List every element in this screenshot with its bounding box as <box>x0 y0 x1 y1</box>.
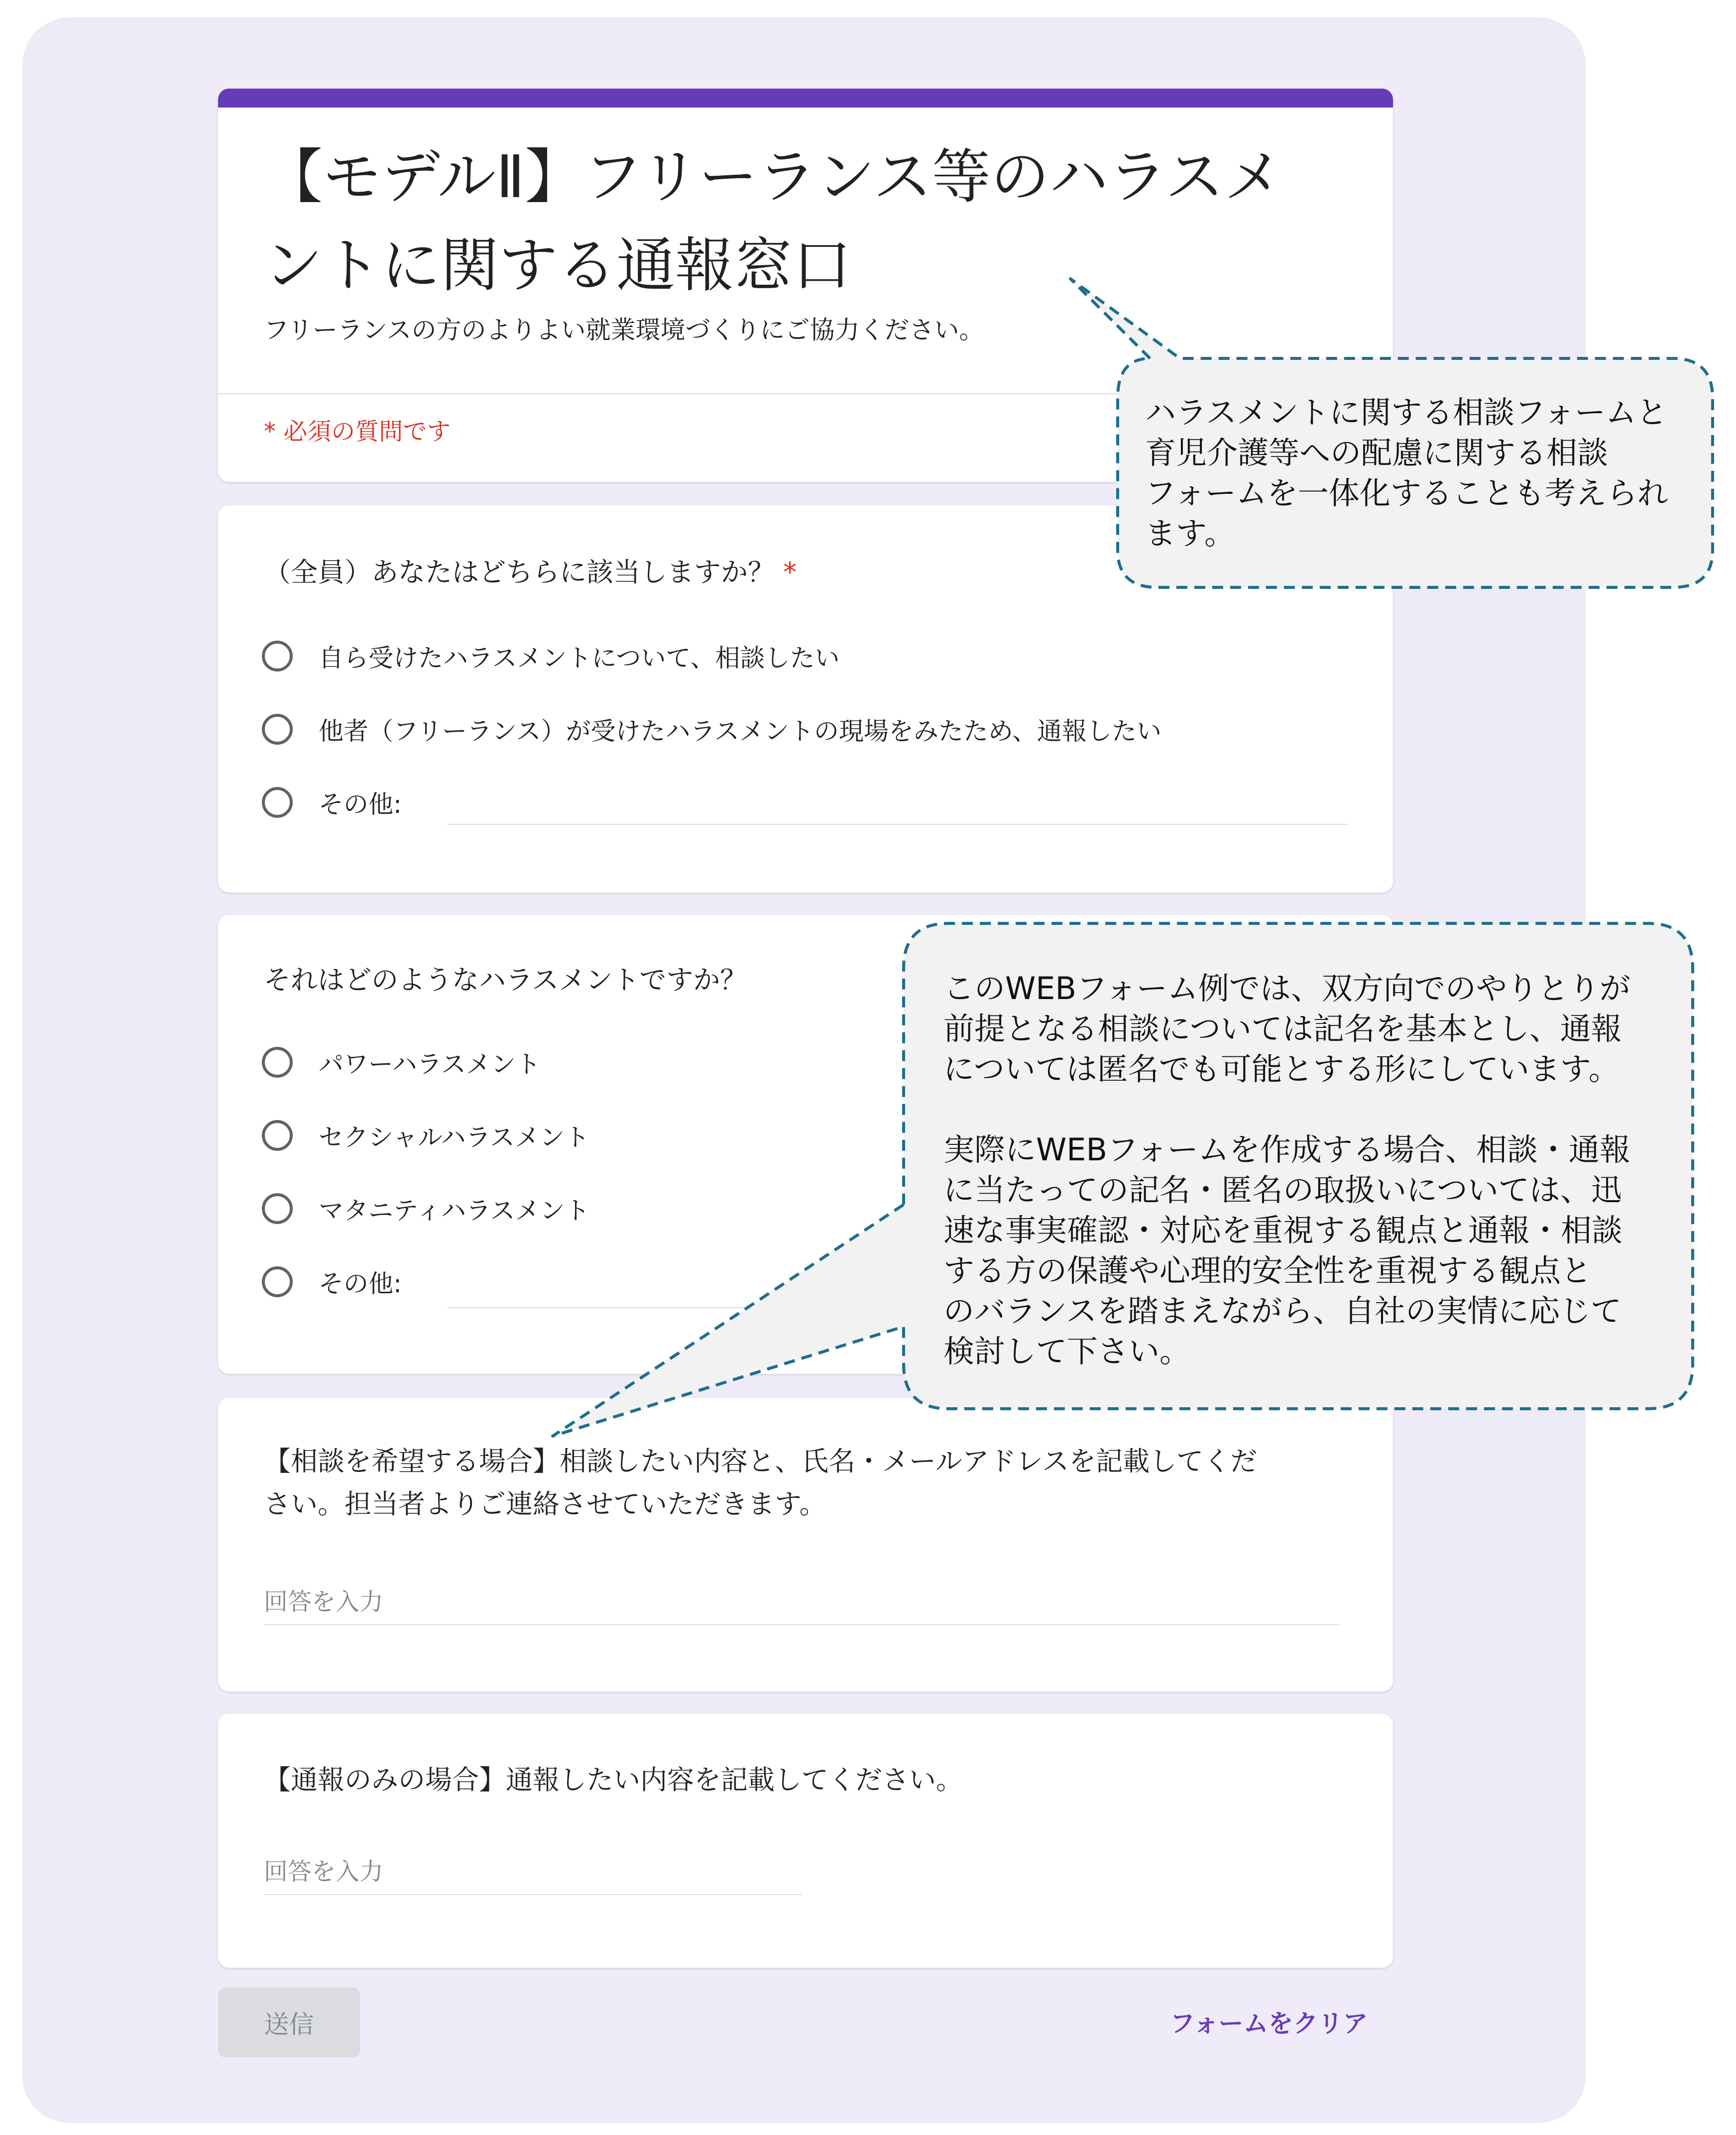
callout-line: ハラスメントに関する相談フォームと <box>1145 394 1668 431</box>
form-description: フリーランスの方のよりよい就業環境づくりにご協力ください。 <box>264 316 984 344</box>
option-label: 自ら受けたハラスメントについて、相談したい <box>319 644 840 673</box>
question-title: それはどのようなハラスメントですか？ <box>264 964 747 996</box>
question-title-text: （全員）あなたはどちらに該当しますか？ <box>264 557 775 588</box>
option-label: その他: <box>319 1269 402 1298</box>
callout-line: フォームを一体化することも考えられ <box>1145 475 1668 511</box>
option-label: マタニティハラスメント <box>319 1196 590 1225</box>
callout-line: 育児介護等への配慮に関する相談 <box>1145 435 1609 471</box>
callout-line: に当たっての記名・匿名の取扱いについては、迅 <box>943 1172 1622 1208</box>
callout-line: 検討して下さい。 <box>943 1333 1191 1369</box>
question-title-line: さい。担当者よりご連絡させていただきます。 <box>264 1488 826 1520</box>
clear-form-link[interactable]: フォームをクリア <box>1170 2009 1368 2038</box>
callout-line: のバランスを踏まえながら、自社の実情に応じて <box>943 1293 1622 1329</box>
option-label: パワーハラスメント <box>319 1050 541 1079</box>
callout-line: ます。 <box>1145 515 1236 552</box>
required-asterisk: * <box>783 557 797 588</box>
question-title: 【通報のみの場合】通報したい内容を記載してください。 <box>264 1764 963 1796</box>
form-title: 【モデルⅡ】フリーランス等のハラスメントに関する通報窓口 <box>264 142 1283 300</box>
option-label: 他者（フリーランス）が受けたハラスメントの現場をみたため、通報したい <box>319 717 1161 746</box>
required-note: * 必須の質問です <box>264 418 451 446</box>
option-label: その他: <box>319 790 402 819</box>
callout-line: 実際にWEBフォームを作成する場合、相談・通報 <box>943 1131 1630 1168</box>
callout-line: 速な事実確認・対応を重視する観点と通報・相談 <box>943 1212 1623 1248</box>
callout-line: このWEBフォーム例では、双方向でのやりとりが <box>943 970 1630 1007</box>
callout-middle-text <box>943 968 1630 1371</box>
submit-button[interactable]: 送信 <box>218 1988 360 2057</box>
option-label: セクシャルハラスメント <box>319 1123 589 1152</box>
callout-line: については匿名でも可能とする形にしています。 <box>943 1051 1620 1087</box>
callout-spacer <box>943 1089 1630 1129</box>
callout-top-text <box>1145 392 1668 554</box>
question-title-line: 【相談を希望する場合】相談したい内容と、氏名・メールアドレスを記載してくだ <box>264 1446 1258 1477</box>
callout-line: 前提となる相談については記名を基本とし、通報 <box>943 1011 1622 1047</box>
callout-line: する方の保護や心理的安全性を重視する観点と <box>943 1252 1592 1289</box>
